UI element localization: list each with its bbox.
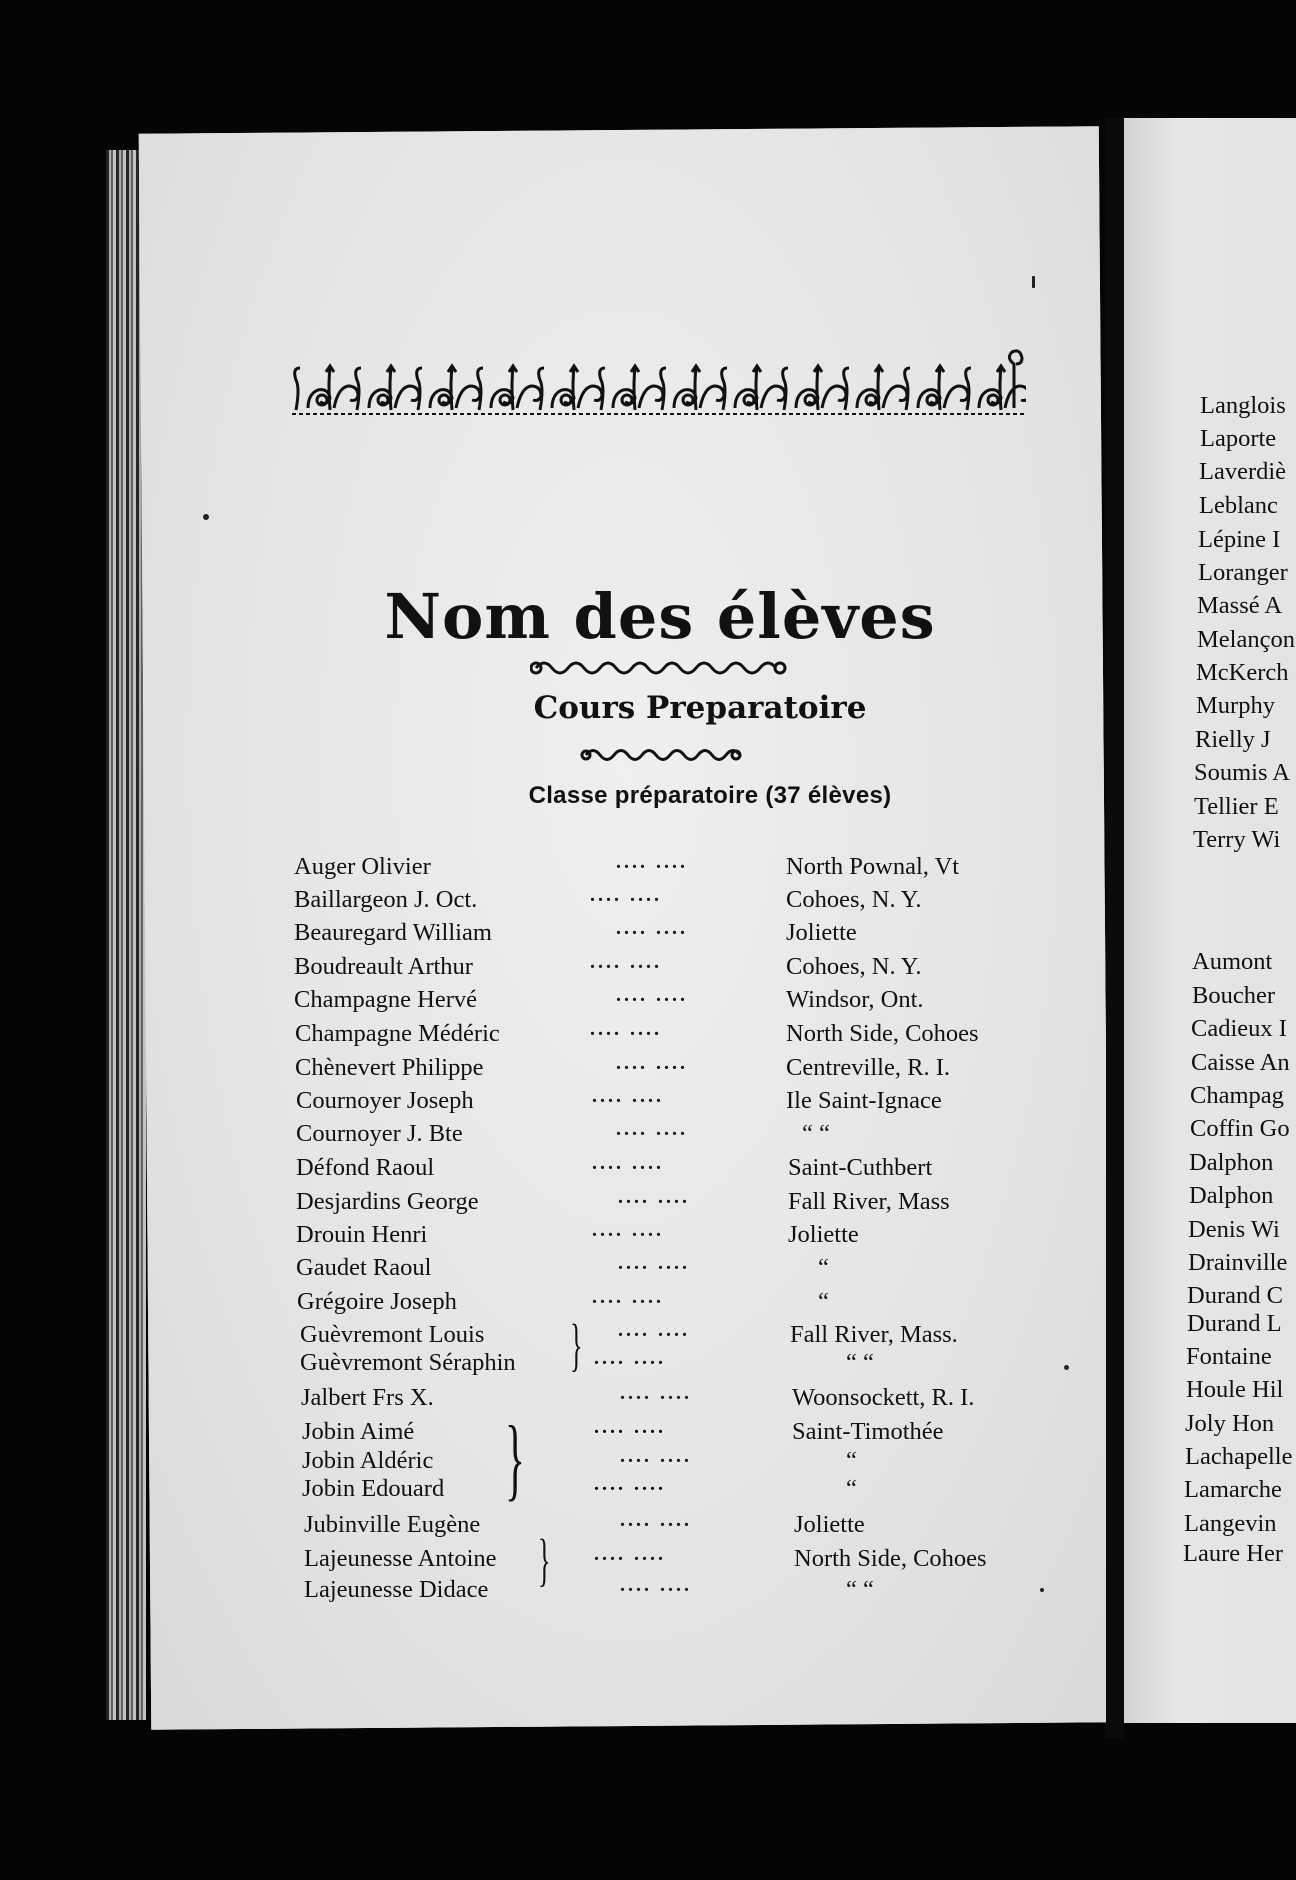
leader-dots: .... .... (616, 1118, 688, 1140)
student-hometown: Cohoes, N. Y. (786, 886, 922, 913)
leader-dots: .... .... (616, 1052, 688, 1074)
right-page-student-name: Lépine I (1198, 526, 1281, 553)
student-hometown: “ “ (846, 1576, 874, 1603)
student-name: Drouin Henri (296, 1221, 428, 1248)
leader-dots: .... .... (618, 1186, 690, 1208)
student-row (294, 986, 1054, 1016)
subtitle-flourish-ornament (580, 744, 742, 766)
student-row (302, 1418, 1062, 1448)
student-hometown: Centreville, R. I. (786, 1054, 950, 1081)
leader-dots: .... .... (590, 884, 662, 906)
student-name: Jobin Aimé (302, 1418, 415, 1445)
student-row (300, 1349, 1060, 1379)
leader-dots: .... .... (592, 1085, 664, 1107)
student-name: Jalbert Frs X. (301, 1384, 434, 1411)
student-row (296, 1188, 1056, 1218)
leader-dots: .... .... (616, 917, 688, 939)
student-row (294, 953, 1054, 983)
student-name: Jubinville Eugène (304, 1511, 481, 1538)
right-page-student-name: Terry Wi (1193, 826, 1281, 853)
page-gutter (1106, 118, 1124, 1738)
student-hometown: Fall River, Mass (788, 1188, 950, 1215)
student-hometown: Windsor, Ont. (786, 986, 924, 1013)
student-name: Cournoyer Joseph (296, 1087, 474, 1114)
student-hometown: Fall River, Mass. (790, 1321, 958, 1348)
course-subtitle: Cours Preparatoire (533, 690, 867, 726)
student-name: Jobin Aldéric (302, 1447, 434, 1474)
right-page-student-name: Tellier E (1194, 793, 1279, 820)
right-page-student-name: Laure Her (1183, 1540, 1283, 1567)
student-row (296, 1120, 1056, 1150)
student-row (300, 1321, 1060, 1351)
right-page-student-name: Dalphon (1189, 1149, 1274, 1176)
leader-dots: .... .... (620, 1509, 692, 1531)
student-hometown: Cohoes, N. Y. (786, 953, 922, 980)
right-page-student-name: Caisse An (1191, 1049, 1290, 1076)
right-page-student-name: Leblanc (1199, 492, 1278, 519)
leader-dots: .... .... (620, 1445, 692, 1467)
student-name: Guèvremont Séraphin (300, 1349, 516, 1376)
student-name: Champagne Hervé (294, 986, 477, 1013)
student-hometown: “ (818, 1254, 829, 1281)
right-page-student-name: Laporte (1200, 425, 1277, 452)
student-row (295, 1054, 1055, 1084)
brace-guevremont: } (570, 1312, 583, 1377)
right-page-student-name: Melançon (1197, 626, 1295, 653)
right-page-student-name: Denis Wi (1188, 1216, 1280, 1243)
student-hometown: North Side, Cohoes (786, 1020, 979, 1047)
student-row (295, 1020, 1055, 1050)
student-hometown: Joliette (794, 1511, 865, 1538)
student-name: Beauregard William (294, 919, 492, 946)
student-name: Auger Olivier (294, 853, 431, 880)
student-hometown: “ (818, 1288, 829, 1315)
student-name: Boudreault Arthur (294, 953, 473, 980)
student-hometown: North Pownal, Vt (786, 853, 960, 880)
header-ornament (292, 348, 1026, 420)
title-flourish-ornament (530, 655, 790, 681)
right-page-student-name: Lachapelle (1185, 1443, 1293, 1470)
student-name: Cournoyer J. Bte (296, 1120, 463, 1147)
student-row (304, 1576, 1064, 1606)
leader-dots: .... .... (594, 1416, 666, 1438)
student-name: Lajeunesse Antoine (304, 1545, 497, 1572)
student-row (294, 886, 1054, 916)
right-page-student-name: Coffin Go (1190, 1115, 1290, 1142)
leader-dots: .... .... (592, 1286, 664, 1308)
leader-dots: .... .... (594, 1543, 666, 1565)
student-row (294, 919, 1054, 949)
right-page (1124, 118, 1296, 1723)
right-page-student-name: Loranger (1198, 559, 1288, 586)
student-name: Desjardins George (296, 1188, 479, 1215)
student-row (294, 853, 1054, 883)
right-page-student-name: Massé A (1197, 592, 1283, 619)
brace-jobin: } (505, 1407, 525, 1509)
leader-dots: .... .... (592, 1152, 664, 1174)
student-row (301, 1384, 1061, 1414)
right-page-student-name: Rielly J (1195, 726, 1271, 753)
leader-dots: .... .... (592, 1219, 664, 1241)
leader-dots: .... .... (616, 851, 688, 873)
right-page-student-name: Champag (1190, 1082, 1284, 1109)
right-page-student-name: Murphy (1196, 692, 1275, 719)
student-hometown: Joliette (788, 1221, 859, 1248)
student-hometown: Woonsockett, R. I. (792, 1384, 975, 1411)
student-hometown: “ “ (802, 1120, 830, 1147)
class-heading: Classe préparatoire (37 élèves) (528, 782, 892, 809)
student-row (304, 1511, 1064, 1541)
student-name: Guèvremont Louis (300, 1321, 485, 1348)
right-page-student-name: Dalphon (1189, 1182, 1274, 1209)
right-page-student-name: Durand C (1187, 1282, 1283, 1309)
student-hometown: “ (846, 1447, 857, 1474)
student-name: Baillargeon J. Oct. (294, 886, 478, 913)
leader-dots: .... .... (590, 951, 662, 973)
student-name: Lajeunesse Didace (304, 1576, 489, 1603)
student-name: Chènevert Philippe (295, 1054, 484, 1081)
right-page-student-name: Langevin (1184, 1510, 1277, 1537)
student-row (297, 1288, 1057, 1318)
right-page-student-name: Drainville (1188, 1249, 1288, 1276)
brace-lajeunesse: } (538, 1527, 551, 1592)
student-hometown: “ (846, 1475, 857, 1502)
student-row (296, 1254, 1056, 1284)
leader-dots: .... .... (618, 1319, 690, 1341)
student-row (302, 1475, 1062, 1505)
student-row (296, 1154, 1056, 1184)
right-page-student-name: Houle Hil (1186, 1376, 1284, 1403)
leader-dots: .... .... (590, 1018, 662, 1040)
right-page-student-name: Joly Hon (1185, 1410, 1275, 1437)
student-hometown: Saint-Cuthbert (788, 1154, 933, 1181)
student-row (302, 1447, 1062, 1477)
right-page-student-name: Lamarche (1184, 1476, 1282, 1503)
student-hometown: Ile Saint-Ignace (786, 1087, 942, 1114)
right-page-student-name: Cadieux I (1191, 1015, 1287, 1042)
student-name: Jobin Edouard (302, 1475, 445, 1502)
leader-dots: .... .... (620, 1382, 692, 1404)
page-title: Nom des élèves (384, 580, 936, 653)
right-page-student-name: Fontaine (1186, 1343, 1272, 1370)
student-row (296, 1087, 1056, 1117)
leader-dots: .... .... (616, 984, 688, 1006)
student-name: Grégoire Joseph (297, 1288, 457, 1315)
student-name: Défond Raoul (296, 1154, 435, 1181)
student-name: Gaudet Raoul (296, 1254, 432, 1281)
student-row (296, 1221, 1056, 1251)
right-page-student-name: Laverdiè (1199, 458, 1287, 485)
student-name: Champagne Médéric (295, 1020, 500, 1047)
leader-dots: .... .... (594, 1473, 666, 1495)
leader-dots: .... .... (618, 1252, 690, 1274)
student-hometown: Joliette (786, 919, 857, 946)
student-hometown: “ “ (846, 1349, 874, 1376)
leader-dots: .... .... (620, 1574, 692, 1596)
student-hometown: Saint-Timothée (792, 1418, 944, 1445)
right-page-student-name: Boucher (1192, 982, 1275, 1009)
right-page-student-name: Durand L (1187, 1310, 1282, 1337)
right-page-student-name: Aumont (1192, 948, 1273, 975)
right-page-student-name: Soumis A (1194, 759, 1290, 786)
student-hometown: North Side, Cohoes (794, 1545, 987, 1572)
student-row (304, 1545, 1064, 1575)
leader-dots: .... .... (594, 1347, 666, 1369)
right-page-student-name: Langlois (1200, 392, 1286, 419)
right-page-student-name: McKerch (1196, 659, 1289, 686)
